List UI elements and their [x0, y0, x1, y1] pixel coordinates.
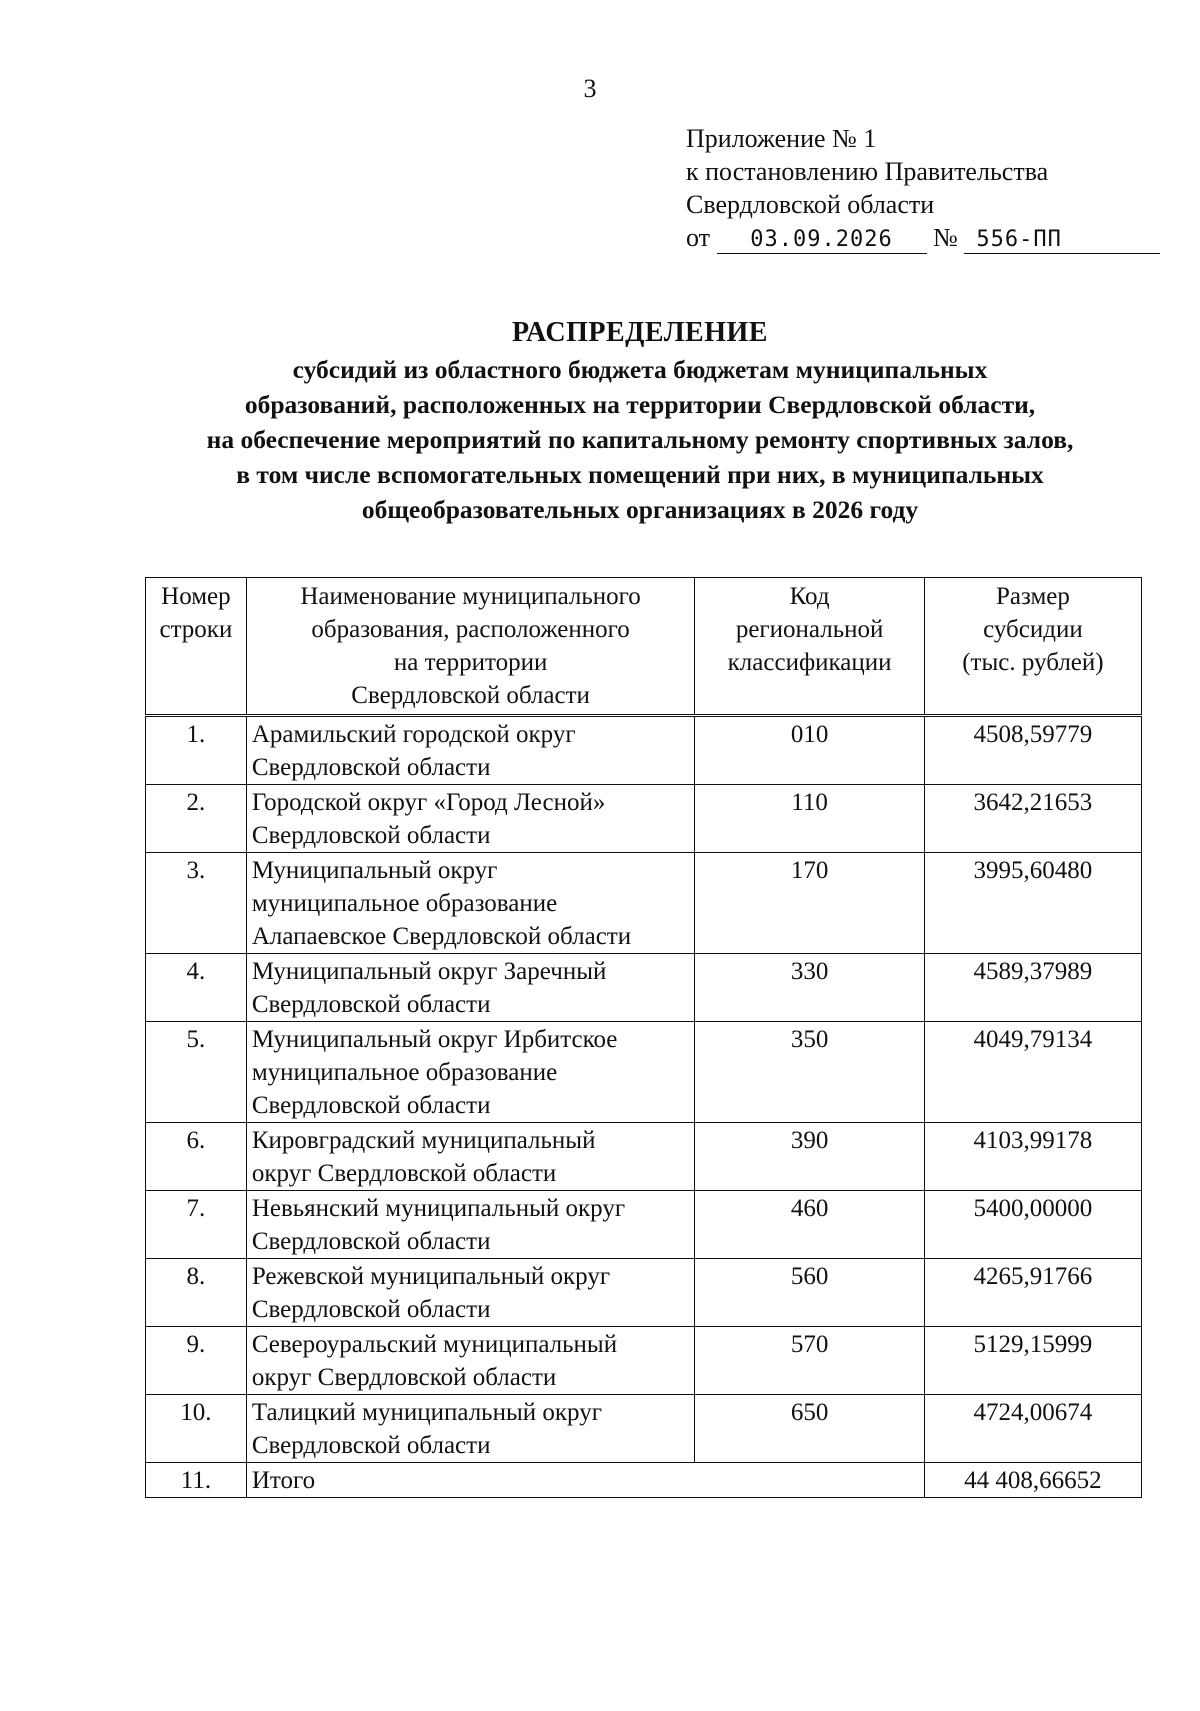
appendix-line-1: Приложение № 1: [686, 124, 877, 153]
total-row: [146, 1463, 1142, 1498]
municipality-name: [246, 785, 695, 853]
region-code: 570: [695, 1327, 924, 1395]
header-line: Свердловской области: [351, 682, 590, 709]
region-code: 350: [695, 1022, 924, 1123]
header-region-code: [695, 578, 924, 716]
subsidy-amount: 4049,79134: [924, 1022, 1141, 1123]
region-code: 170: [695, 853, 924, 954]
subsidy-amount: 5129,15999: [924, 1327, 1141, 1395]
municipality-name-line: Свердловской области: [251, 991, 491, 1018]
header-line: Код: [789, 583, 830, 610]
header-line: субсидии: [983, 616, 1083, 643]
municipality-name: [246, 1395, 695, 1463]
municipality-name: [246, 954, 695, 1022]
subtitle-line: субсидий из областного бюджета бюджетам муниципальных: [292, 355, 988, 384]
number-prefix: №: [933, 223, 958, 252]
total-amount: 44 408,66652: [924, 1463, 1141, 1498]
subsidy-amount: 4508,59779: [924, 716, 1141, 785]
municipality-name-line: Невьянский муниципальный округ: [251, 1195, 626, 1222]
table-row: [146, 1123, 1142, 1191]
document-subtitle: [80, 352, 1200, 527]
municipality-name: [246, 1259, 695, 1327]
header-line: на территории: [393, 649, 548, 676]
municipality-name-line: Алапаевское Свердловской области: [251, 923, 632, 950]
header-line: образования, расположенного: [311, 616, 630, 643]
subsidy-amount: 3995,60480: [924, 853, 1141, 954]
row-number: 9.: [146, 1327, 247, 1395]
municipality-name-line: округ Свердловской области: [251, 1160, 557, 1187]
table-row: [146, 1191, 1142, 1259]
subtitle-line: на обеспечение мероприятий по капитальному ремонту спортивных залов,: [206, 425, 1074, 454]
row-number: 10.: [146, 1395, 247, 1463]
municipality-name: [246, 1123, 695, 1191]
municipality-name-line: Свердловской области: [251, 1092, 491, 1119]
municipality-name-line: муниципальное образование: [251, 1059, 558, 1086]
header-line: Размер: [995, 583, 1070, 610]
table-header: [146, 578, 1142, 716]
table-row: [146, 1259, 1142, 1327]
row-number: 5.: [146, 1022, 247, 1123]
municipality-name-line: Режевской муниципальный округ: [251, 1263, 611, 1290]
municipality-name: [246, 853, 695, 954]
region-code: 650: [695, 1395, 924, 1463]
appendix-date-line: [686, 221, 1160, 254]
municipality-name: [246, 716, 695, 785]
municipality-name-line: Свердловской области: [251, 1432, 491, 1459]
subsidy-amount: 5400,00000: [924, 1191, 1141, 1259]
subsidy-amount: 4724,00674: [924, 1395, 1141, 1463]
header-row-number: [146, 578, 247, 716]
subsidy-amount: 4265,91766: [924, 1259, 1141, 1327]
header-line: Номер: [161, 583, 231, 610]
municipality-name: [246, 1191, 695, 1259]
municipality-name-line: Муниципальный округ Заречный: [251, 958, 607, 985]
municipality-name-line: Свердловской области: [251, 822, 491, 849]
row-number: 6.: [146, 1123, 247, 1191]
row-number: 2.: [146, 785, 247, 853]
appendix-line-3: Свердловской области: [686, 190, 935, 219]
distribution-table: [145, 577, 1142, 1498]
municipality-name-line: Североуральский муниципальный: [251, 1331, 618, 1358]
region-code: 330: [695, 954, 924, 1022]
row-number: 1.: [146, 716, 247, 785]
appendix-block: [686, 122, 1160, 254]
municipality-name-line: округ Свердловской области: [251, 1364, 557, 1391]
document-title: РАСПРЕДЕЛЕНИЕ: [512, 317, 768, 348]
row-number: 3.: [146, 853, 247, 954]
subtitle-line: в том числе вспомогательных помещений при них, в муниципальных: [236, 460, 1044, 489]
table-row: [146, 1327, 1142, 1395]
table-row: [146, 785, 1142, 853]
row-number: 7.: [146, 1191, 247, 1259]
page-number: 3: [583, 74, 597, 103]
date-prefix: от: [686, 223, 711, 252]
header-line: классификации: [727, 649, 892, 676]
municipality-name-line: Свердловской области: [251, 754, 491, 781]
header-row: [146, 578, 1142, 716]
header-line: (тыс. рублей): [962, 649, 1104, 676]
subsidy-amount: 4103,99178: [924, 1123, 1141, 1191]
municipality-name-line: Муниципальный округ: [251, 857, 498, 884]
resolution-date: 03.09.2026: [717, 227, 927, 254]
municipality-name-line: Городской округ «Город Лесной»: [251, 789, 606, 816]
subtitle-line: образований, расположенных на территории Свердловской области,: [244, 390, 1036, 419]
region-code: 110: [695, 785, 924, 853]
region-code: 560: [695, 1259, 924, 1327]
table-row: [146, 1022, 1142, 1123]
table-body: [146, 716, 1142, 1498]
table-row: [146, 716, 1142, 785]
municipality-name-line: Арамильский городской округ: [251, 721, 576, 748]
municipality-name-line: Муниципальный округ Ирбитское: [251, 1026, 618, 1053]
table-row: [146, 853, 1142, 954]
appendix-line-2: к постановлению Правительства: [686, 157, 1049, 186]
municipality-name-line: Талицкий муниципальный округ: [251, 1399, 602, 1426]
row-number: 8.: [146, 1259, 247, 1327]
subsidy-amount: 3642,21653: [924, 785, 1141, 853]
header-line: строки: [159, 616, 233, 643]
region-code: 460: [695, 1191, 924, 1259]
row-number: 11.: [146, 1463, 247, 1498]
resolution-number: 556-ПП: [964, 227, 1160, 254]
municipality-name-line: Кировградский муниципальный: [251, 1127, 596, 1154]
total-label: Итого: [246, 1463, 924, 1498]
region-code: 390: [695, 1123, 924, 1191]
region-code: 010: [695, 716, 924, 785]
municipality-name-line: муниципальное образование: [251, 890, 558, 917]
municipality-name: [246, 1022, 695, 1123]
municipality-name-line: Свердловской области: [251, 1296, 491, 1323]
subtitle-line: общеобразовательных организациях в 2026 году: [361, 495, 919, 524]
municipality-name: [246, 1327, 695, 1395]
header-line: региональной: [735, 616, 884, 643]
row-number: 4.: [146, 954, 247, 1022]
header-subsidy-amount: [924, 578, 1141, 716]
subsidy-amount: 4589,37989: [924, 954, 1141, 1022]
document-heading: [80, 314, 1200, 527]
header-line: Наименование муниципального: [300, 583, 641, 610]
header-municipality-name: [246, 578, 695, 716]
municipality-name-line: Свердловской области: [251, 1228, 491, 1255]
table-row: [146, 954, 1142, 1022]
table-row: [146, 1395, 1142, 1463]
